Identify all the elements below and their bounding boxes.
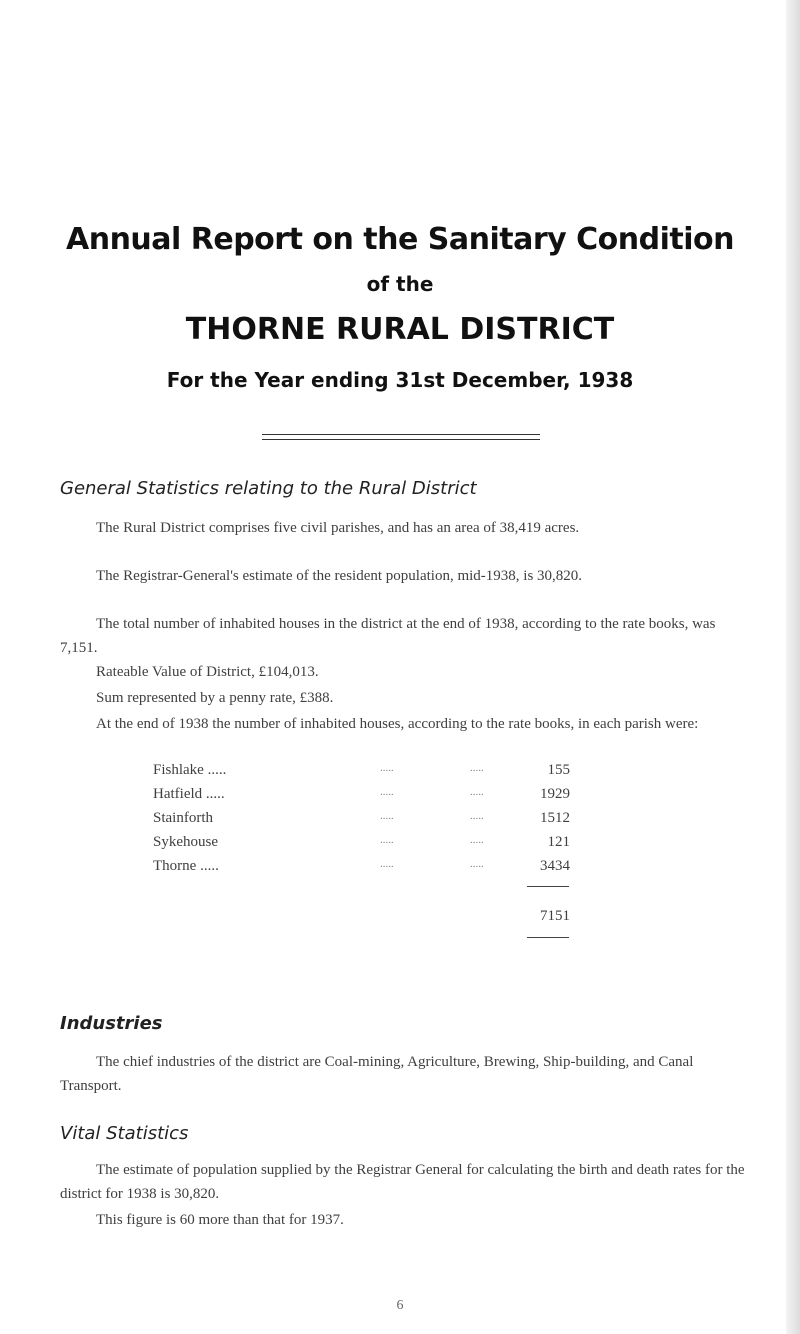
dot-leader: .....: [470, 858, 484, 870]
houses-total: 7151: [540, 908, 570, 924]
paragraph-penny-rate: Sum represented by a penny rate, £388.: [96, 690, 334, 706]
paragraph-population-vital: The estimate of population supplied by the Registrar General for calculating the birth and death rates for the district for 1938 is 30,820.: [60, 1162, 745, 1202]
parish-houses: 155: [547, 762, 570, 778]
report-title: Annual Report on the Sanitary Condition: [66, 222, 734, 257]
parish-houses: 1512: [540, 810, 570, 826]
parish-row: [0, 786, 800, 810]
parish-name: Thorne .....: [153, 858, 219, 874]
parish-name: Stainforth: [153, 810, 213, 826]
page-number: 6: [396, 1298, 404, 1313]
parish-houses: 1929: [540, 786, 570, 802]
report-subtitle-of-the: of the: [366, 272, 434, 296]
dot-leader: .....: [470, 810, 484, 822]
double-rule-top: [262, 434, 540, 435]
dot-leader: .....: [380, 834, 394, 846]
double-rule-bottom: [262, 439, 540, 440]
paragraph-industries: The chief industries of the district are Coal-mining, Agriculture, Brewing, Ship-building, and Canal Transport.: [60, 1054, 694, 1094]
paragraph-population-estimate: The Registrar-General's estimate of the resident population, mid-1938, is 30,820.: [96, 568, 583, 584]
paragraph-population-change: This figure is 60 more than that for 1937.: [96, 1212, 344, 1228]
section-heading-general-statistics: General Statistics relating to the Rural District: [60, 478, 477, 499]
report-year-line: For the Year ending 31st December, 1938: [166, 368, 634, 392]
parish-row: [0, 810, 800, 834]
parish-name: Hatfield .....: [153, 786, 225, 802]
paragraph-houses-per-parish: At the end of 1938 the number of inhabited houses, according to the rate books, in each parish were:: [96, 716, 699, 732]
section-heading-vital-statistics: Vital Statistics: [60, 1123, 189, 1144]
parish-row: [0, 834, 800, 858]
dot-leader: .....: [380, 858, 394, 870]
section-heading-industries: Industries: [60, 1013, 163, 1034]
dot-leader: .....: [380, 786, 394, 798]
paragraph-inhabited-houses: The total number of inhabited houses in the district at the end of 1938, according to the rate books, was 7,151.: [60, 616, 716, 656]
parish-row: [0, 762, 800, 786]
total-row: [0, 908, 800, 932]
parish-name: Fishlake .....: [153, 762, 227, 778]
district-name: THORNE RURAL DISTRICT: [185, 312, 615, 347]
parish-houses: 121: [547, 834, 570, 850]
dot-leader: .....: [380, 762, 394, 774]
page-edge-shadow: [786, 0, 800, 1334]
dot-leader: .....: [470, 762, 484, 774]
parish-row: [0, 858, 800, 882]
paragraph-parishes-area: The Rural District comprises five civil parishes, and has an area of 38,419 acres.: [96, 520, 580, 536]
total-rule-bottom: [527, 937, 569, 938]
total-rule-top: [527, 886, 569, 887]
dot-leader: .....: [380, 810, 394, 822]
parish-name: Sykehouse: [153, 834, 218, 850]
dot-leader: .....: [470, 786, 484, 798]
dot-leader: .....: [470, 834, 484, 846]
paragraph-rateable-value: Rateable Value of District, £104,013.: [96, 664, 319, 680]
parish-houses: 3434: [540, 858, 570, 874]
